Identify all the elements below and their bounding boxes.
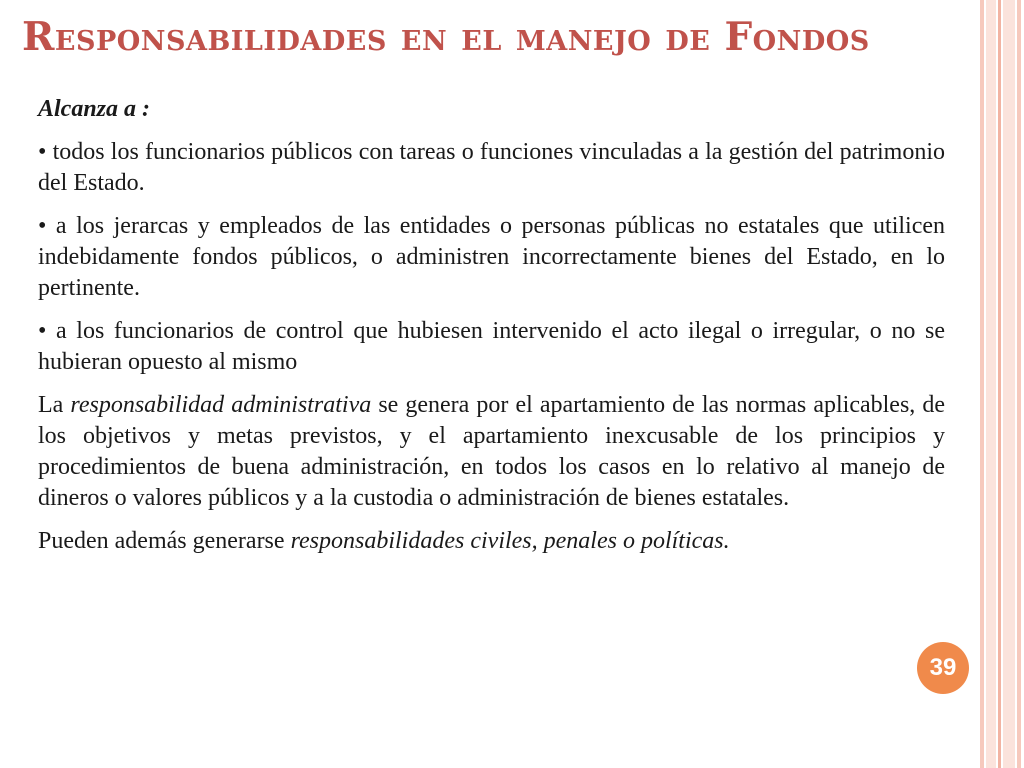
emphasis-text: responsabilidad administrativa: [70, 392, 372, 418]
stripe: [1003, 0, 1015, 768]
paragraph-text: La: [38, 392, 71, 418]
bullet-item: • todos los funcionarios públicos con tareas o funciones vinculadas a la gestión del patrimonio del Estado.: [38, 139, 945, 196]
paragraph-other-responsibilities: [38, 526, 945, 557]
stripe: [1017, 0, 1021, 768]
stripe: [986, 0, 996, 768]
slide-title: Responsabilidades en el manejo de Fondos: [22, 14, 870, 60]
lead-text: Alcanza a :: [38, 96, 151, 122]
stripe: [998, 0, 1001, 768]
paragraph-text: se genera por el apartamiento de las normas aplicables, de los objetivos y metas previstos, y el apartamiento inexcusable de los principios y procedimientos de buena administración, en todos los casos en lo relativo al manejo de dineros o valores públicos y a la custodia o administración de bienes estatales.: [38, 392, 945, 511]
paragraph-text: Pueden además generarse: [38, 528, 291, 554]
bullet-item: • a los funcionarios de control que hubiesen intervenido el acto ilegal o irregular, o no se hubieran opuesto al mismo: [38, 318, 945, 375]
page-number-badge: 39: [917, 642, 969, 694]
decorative-stripes: [980, 0, 1024, 768]
bullet-item: • a los jerarcas y empleados de las entidades o personas públicas no estatales que utilicen indebidamente fondos públicos, o administren incorrectamente bienes del Estado, en lo pertinente.: [38, 213, 945, 301]
emphasis-text: responsabilidades civiles, penales o políticas.: [290, 528, 730, 554]
stripe: [980, 0, 984, 768]
paragraph-administrative-responsibility: [38, 390, 945, 514]
slide-body: [38, 94, 945, 569]
